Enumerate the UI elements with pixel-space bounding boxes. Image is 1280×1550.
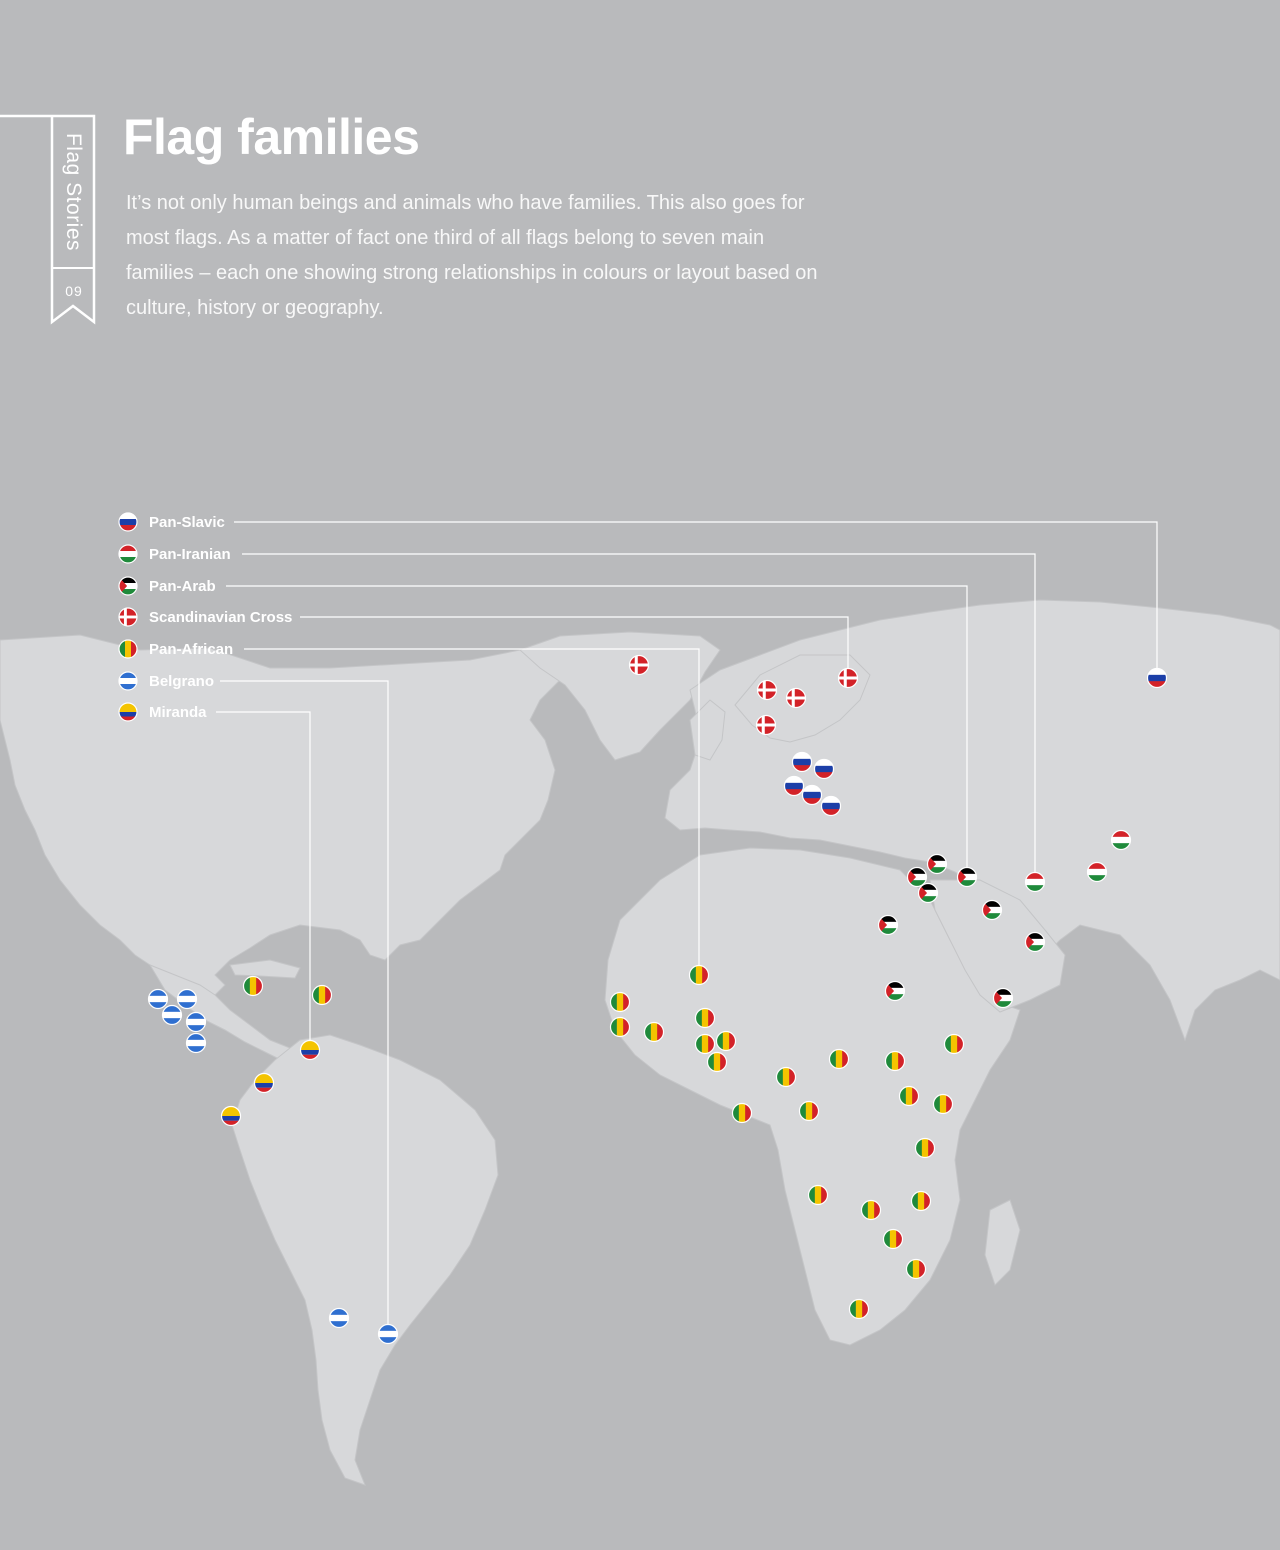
flag-marker-south-sudan [900, 1087, 919, 1106]
flag-marker-mali [690, 966, 709, 985]
flag-marker-cameroon [777, 1068, 796, 1087]
legend-label-miranda: Miranda [149, 704, 207, 721]
flag-marker-benin [708, 1053, 727, 1072]
flag-marker-guinea-bissau [645, 1023, 664, 1042]
series-label: Flag Stories [62, 132, 85, 252]
flag-marker-ghana [696, 1035, 715, 1054]
flag-marker-russia [1148, 669, 1167, 688]
flag-marker-zimbabwe [907, 1260, 926, 1279]
flag-marker-zambia [912, 1192, 931, 1211]
flag-marker-iran [1026, 873, 1045, 892]
flag-marker-yemen [994, 989, 1013, 1008]
flag-marker-colombia [255, 1074, 274, 1093]
south-america-landmass [232, 1035, 498, 1485]
legend-label-pan-slavic: Pan-Slavic [149, 514, 225, 531]
legend-swatch-pan-arab [119, 577, 137, 595]
flag-marker-ecuador [222, 1107, 241, 1126]
flag-marker-togo [717, 1032, 736, 1051]
flag-marker-kuwait [983, 901, 1002, 920]
flag-marker-angola [862, 1201, 881, 1220]
flag-marker-senegal [611, 993, 630, 1012]
flag-marker-malawi [884, 1230, 903, 1249]
flag-marker-guinea [611, 1018, 630, 1037]
flag-marker-norway [758, 681, 777, 700]
legend-label-pan-arab: Pan-Arab [149, 578, 216, 595]
flag-marker-united-arab-emirates [1026, 933, 1045, 952]
flag-marker-argentina [330, 1309, 349, 1328]
flag-marker-ethiopia [945, 1035, 964, 1054]
page-title: Flag families [123, 109, 420, 165]
flag-marker-jamaica [313, 986, 332, 1005]
legend-swatch-scandinavian-cross [119, 608, 137, 626]
legend-label-pan-african: Pan-African [149, 641, 234, 658]
north-america-landmass [0, 635, 575, 995]
flag-marker-egypt [879, 916, 898, 935]
flag-marker-venezuela [301, 1041, 320, 1060]
intro-text: It’s not only human beings and animals who have families. This also goes for most flags. As a matter of fact one third of all flags belong to seven main families – each one showing strong relationships in colours or layout based on culture, history or geography. [126, 192, 818, 319]
legend-swatch-pan-slavic [119, 513, 137, 531]
flag-marker-tajikistan [1112, 831, 1131, 850]
flag-marker-chad [830, 1050, 849, 1069]
flag-marker-croatia [803, 786, 822, 805]
legend-label-belgrano: Belgrano [149, 673, 215, 690]
legend-swatch-pan-iranian [119, 545, 137, 563]
flag-marker-denmark [757, 716, 776, 735]
legend-label-scandinavian-cross: Scandinavian Cross [149, 609, 293, 626]
flag-marker-uganda [934, 1095, 953, 1114]
flag-marker-slovakia [815, 760, 834, 779]
page-number: 09 [65, 283, 83, 299]
flag-marker-finland [839, 669, 858, 688]
flag-marker-sudan [886, 982, 905, 1001]
cuba-landmass [230, 960, 300, 978]
flag-marker-iceland [630, 656, 649, 675]
flag-marker-costa-rica [187, 1034, 206, 1053]
flag-marker-gabon [800, 1102, 819, 1121]
flag-marker-uruguay [379, 1325, 398, 1344]
flag-marker-sweden [787, 689, 806, 708]
legend-swatch-pan-african [119, 640, 137, 658]
greenland-landmass [520, 632, 720, 760]
flag-marker-palestine [919, 884, 938, 903]
legend-swatch-belgrano [119, 672, 137, 690]
flag-marker-el-salvador [178, 990, 197, 1009]
flag-marker-central-african-republic [886, 1052, 905, 1071]
flag-marker-czech-republic [793, 753, 812, 772]
flag-marker-slovenia [785, 777, 804, 796]
legend-label-pan-iranian: Pan-Iranian [149, 546, 231, 563]
madagascar-landmass [985, 1200, 1020, 1285]
flag-marker-iraq [958, 868, 977, 887]
flag-marker-south-africa [244, 977, 263, 996]
flag-marker-mozambique [850, 1300, 869, 1319]
flag-marker-kenya [733, 1104, 752, 1123]
flag-marker-guatemala [149, 990, 168, 1009]
flag-marker-jordan [928, 855, 947, 874]
flag-marker-burkina-faso [696, 1009, 715, 1028]
legend-swatch-miranda [119, 703, 137, 721]
flag-marker-afghanistan [1088, 863, 1107, 882]
flag-marker-honduras [163, 1006, 182, 1025]
bookmark-tab [0, 0, 100, 330]
flag-marker-tanzania [809, 1186, 828, 1205]
flag-marker-nicaragua [187, 1013, 206, 1032]
flag-marker-serbia [822, 797, 841, 816]
flag-marker-congo [916, 1139, 935, 1158]
